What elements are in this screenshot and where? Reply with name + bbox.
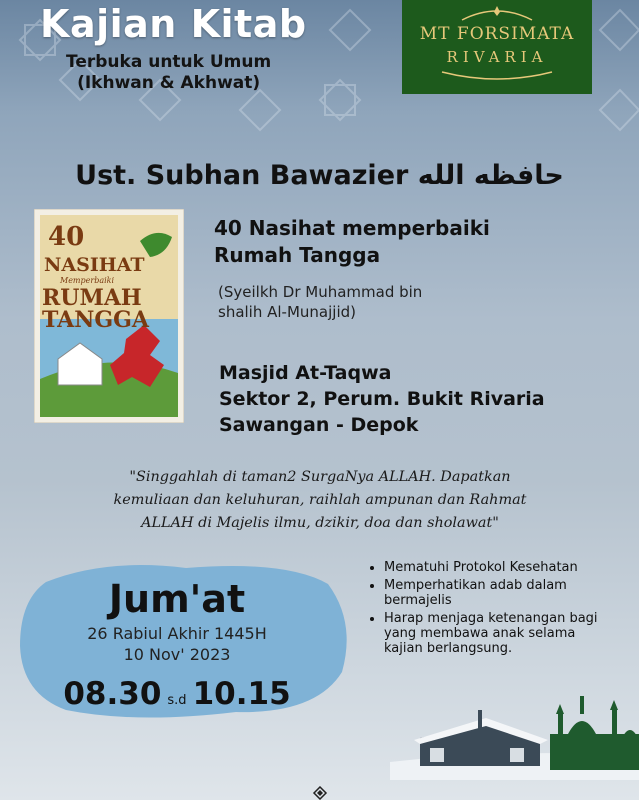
rule-item: • Memperhatikan adab dalam bermajelis [384,578,609,608]
rules-list [370,560,609,659]
time-start: 08.30 [63,676,162,712]
book-cover-line-4: TANGGA [42,307,149,333]
gregorian-date: 10 Nov' 2023 [123,645,231,664]
book-author [218,282,422,322]
book-cover-line-1: NASIHAT [44,254,145,276]
mosque-scene-illustration [390,690,639,780]
venue-line-1: Masjid At-Taqwa [219,362,392,384]
event-time [16,676,338,712]
logo-line-1: MT FORSIMATA [419,24,575,44]
audience-note [66,52,271,94]
book-cover-line-3: RUMAH [42,285,142,311]
page-title: Kajian Kitab [40,2,307,46]
quote-line-1: "Singgahlah di taman2 SurgaNya ALLAH. Dapatkan [129,469,511,485]
diamond-ornament-icon [305,786,335,800]
book-author-line-1: (Syeilkh Dr Muhammad bin [218,283,423,301]
speaker-name: Ust. Subhan Bawazier حافظه الله [75,160,564,191]
book-cover-line-2: Memperbaiki [60,276,115,285]
book-title-line-1: 40 Nasihat memperbaiki [214,216,490,240]
audience-line-1: Terbuka untuk Umum [66,52,272,72]
quote-line-3: ALLAH di Majelis ilmu, dzikir, doa dan sholawat" [141,515,499,531]
quote-line-2: kemuliaan dan keluhuran, raihlah ampunan dan Rahmat [113,492,527,508]
time-separator: s.d [167,693,187,708]
organizer-logo [402,0,592,94]
quote-text [30,466,610,535]
book-author-line-2: shalih Al-Munajjid) [218,303,356,321]
rule-item: • Mematuhi Protokol Kesehatan [384,560,609,575]
book-cover-image [34,209,184,423]
event-day: Jum'at [108,577,246,621]
book-title-line-2: Rumah Tangga [214,243,381,267]
venue-line-3: Sawangan - Depok [219,414,419,436]
logo-ornament-icon [402,0,592,94]
hijri-date: 26 Rabiul Akhir 1445H [87,624,267,643]
audience-line-2: (Ikhwan & Akhwat) [77,73,261,93]
rule-item: • Harap menjaga ketenangan bagi yang membawa anak selama kajian berlangsung. [384,611,609,656]
logo-line-2: RIVARIA [446,48,548,66]
venue-address [219,360,545,438]
venue-line-2: Sektor 2, Perum. Bukit Rivaria [219,388,545,410]
book-title [214,215,490,269]
book-cover-number: 40 [48,222,85,252]
time-end: 10.15 [192,676,291,712]
